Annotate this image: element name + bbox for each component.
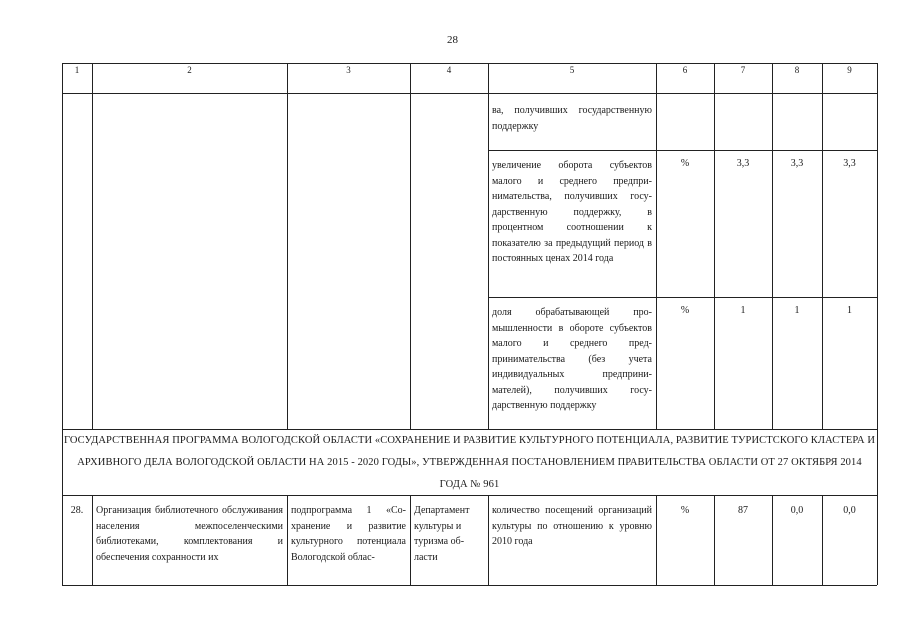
program-banner: ГОСУДАРСТВЕННАЯ ПРОГРАММА ВОЛОГОДСКОЙ ОБЛАСТИ «СОХРАНЕНИЕ И РАЗВИТИЕ КУЛЬТУРНОГО ПОТЕНЦИАЛА, РАЗВИТИЕ ТУРИСТСКОГО КЛАСТЕРА И АРХИВНОГО ДЕЛА ВОЛОГОДСКОЙ ОБЛАСТИ НА 2015 - 2020 ГОДЫ», УТВЕРЖДЕННАЯ ПОСТАНОВЛЕНИЕМ ПРАВИТЕЛЬСТВА ОБЛАСТИ ОТ 27 ОКТЯБРЯ 2014 ГОДА № 961 [63,435,876,490]
value-cell: 87 [738,505,748,516]
indicator-cell: ва, получивших государственную поддержку [492,105,652,132]
activity-cell: Организация библиотечного обслуживания населения межпоселенческими библиотеками, комплектования и обеспечения сохранности их [96,505,283,563]
unit-cell: % [680,158,690,169]
indicator-cell: количество посещений организаций культуры по отношению к уровню 2010 года [492,505,652,547]
unit-cell: % [680,305,690,316]
indicator-cell: доля обрабатывающей промышленности в обороте субъектов малого и среднего предпринимательства (без учета индивидуальных предпринимателей), получивших государственную поддержку [492,307,652,411]
header-col-1: 1 [74,65,80,75]
header-col-4: 4 [446,65,452,75]
header-col-9: 9 [847,65,852,75]
header-col-7: 7 [740,65,746,75]
value-cell: 0,0 [790,505,804,516]
value-cell: 0,0 [843,505,856,516]
indicator-cell: увеличение оборота субъектов малого и среднего предпринимательства, получивших государственную поддержку, в процентном соотношении к показателю за предыдущий период в постоянных ценах 2014 года [492,160,652,264]
header-col-6: 6 [682,65,688,75]
page-number: 28 [447,34,458,46]
value-cell: 3,3 [843,158,856,169]
row-number: 28. [70,505,84,516]
value-cell: 3,3 [790,158,804,169]
header-col-8: 8 [794,65,800,75]
unit-cell: % [680,505,690,516]
value-cell: 1 [740,305,746,316]
value-cell: 1 [847,305,852,316]
value-cell: 1 [794,305,800,316]
header-col-5: 5 [569,65,575,75]
header-col-3: 3 [346,65,351,75]
executor-cell: Департамент культуры и туризма области [414,505,470,563]
value-cell: 3,3 [736,158,750,169]
subprogram-cell: подпрограмма 1 «Сохранение и развитие культурного потенциала Вологодской облас- [291,505,406,563]
header-col-2: 2 [187,65,192,75]
